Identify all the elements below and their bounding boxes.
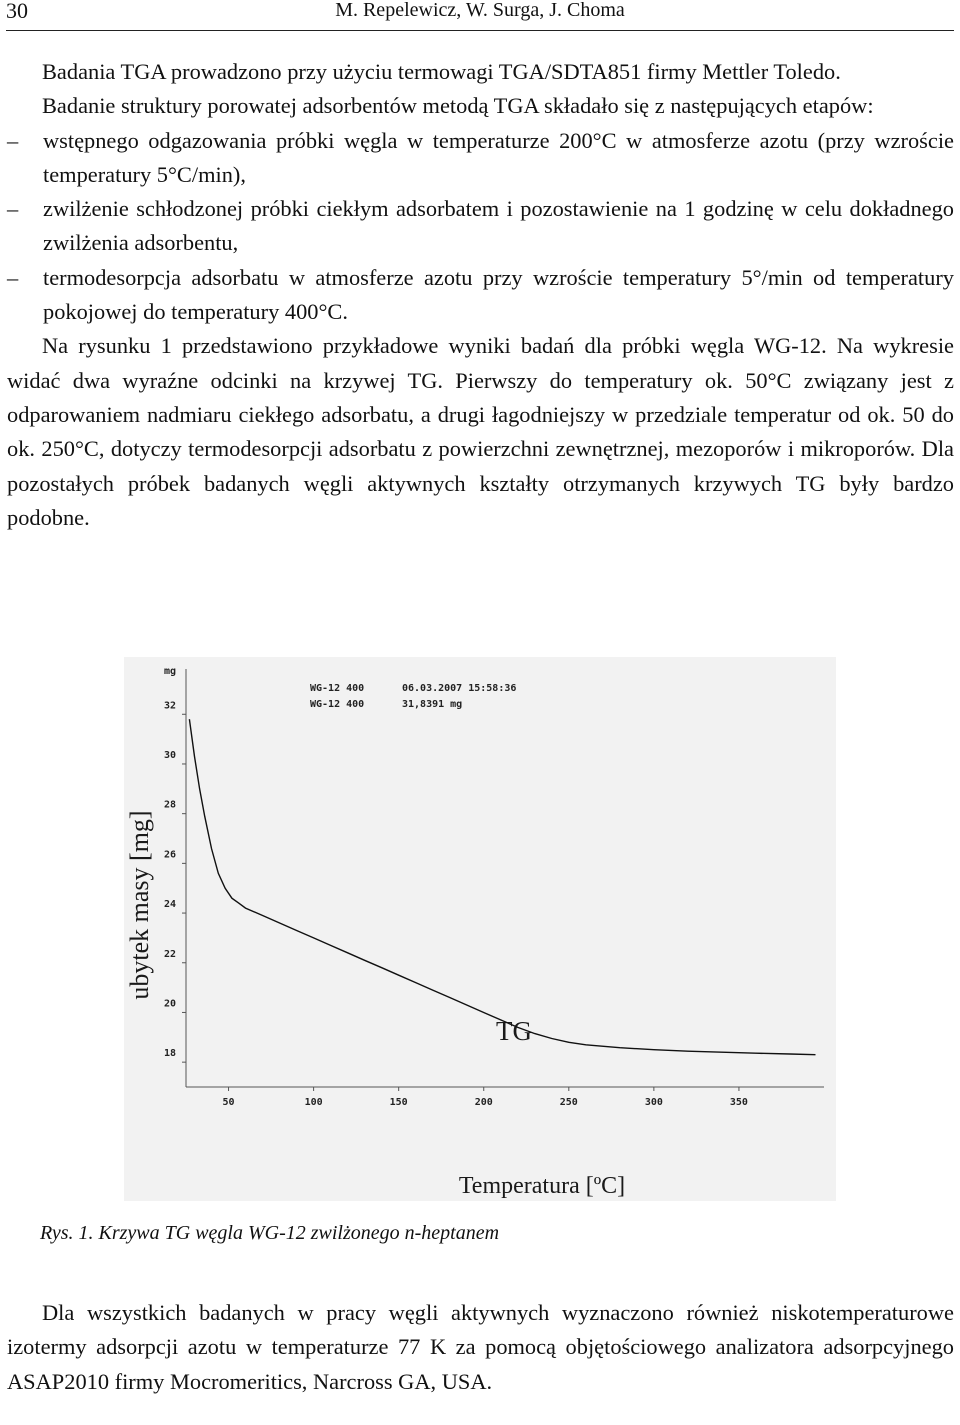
x-tick-label: 200 xyxy=(474,1097,493,1108)
legend-datetime: 06.03.2007 15:58:36 xyxy=(402,683,517,694)
list-dash: – xyxy=(7,264,19,290)
y-tick-label: 24 xyxy=(163,899,176,911)
y-tick-label: 20 xyxy=(163,998,176,1010)
running-head-authors: M. Repelewicz, W. Surga, J. Choma xyxy=(335,0,625,21)
x-tick-label: 250 xyxy=(559,1097,578,1108)
y-tick-label: 18 xyxy=(163,1048,176,1060)
figure-caption: Rys. 1. Krzywa TG węgla WG-12 zwilżonego n-heptanem xyxy=(40,1222,500,1244)
x-tick-label: 100 xyxy=(304,1097,323,1108)
y-unit-label: mg xyxy=(163,666,177,677)
list-dash: – xyxy=(7,196,19,222)
curve-label-tg: TG xyxy=(496,1016,532,1046)
y-axis-label: ubytek masy [mg] xyxy=(125,810,154,1000)
legend-sample-1: WG-12 400 xyxy=(310,683,365,694)
list-dash: – xyxy=(7,127,19,153)
list-item-text: zwilżenie schłodzonej próbki ciekłym adsorbatem i pozostawienie na 1 godzinę w celu dokładnego zwilżenia adsorbentu, xyxy=(43,196,954,256)
x-tick-label: 350 xyxy=(729,1097,748,1108)
y-tick-label: 26 xyxy=(163,849,176,861)
list-item-text: termodesorpcja adsorbatu w atmosferze azotu przy wzroście temperatury 5°/min od temperatury pokojowej do temperatury 400°C. xyxy=(43,264,954,325)
legend-sample-2: WG-12 400 xyxy=(310,699,365,710)
legend-mass: 31,8391 mg xyxy=(402,699,463,710)
body-text-upper xyxy=(7,55,954,535)
list-item xyxy=(7,261,954,330)
list-item xyxy=(7,124,954,193)
paragraph-tga-instrument: Badania TGA prowadzono przy użyciu termowagi TGA/SDTA851 firmy Mettler Toledo. xyxy=(42,59,841,84)
list-item xyxy=(7,192,954,261)
body-text-lower xyxy=(7,1296,954,1399)
page-number: 30 xyxy=(6,0,28,23)
figure-tg-curve xyxy=(124,657,836,1201)
tg-chart xyxy=(124,657,836,1201)
paragraph-nitrogen-isotherms: Dla wszystkich badanych w pracy węgli aktywnych wyznaczono również niskotemperaturowe izotermy adsorpcji azotu w temperaturze 77 K za pomocą objętościowego analizatora adsorpcyjnego ASAP2010 firmy Mocromeritics, Narcross GA, USA. xyxy=(7,1300,954,1394)
paragraph-tga-stages: Badanie struktury porowatej adsorbentów metodą TGA składało się z następujących etapów: xyxy=(42,93,874,119)
y-tick-label: 30 xyxy=(163,749,176,761)
x-tick-label: 150 xyxy=(389,1097,408,1108)
list-item-text: wstępnego odgazowania próbki węgla w temperaturze 200°C w atmosferze azotu (przy wzroście temperatury 5°C/min), xyxy=(43,127,954,187)
page-header xyxy=(6,0,954,31)
tg-curve-line xyxy=(189,719,815,1054)
y-tick-label: 22 xyxy=(163,948,176,960)
paragraph-figure-description: Na rysunku 1 przedstawiono przykładowe wyniki badań dla próbki węgla WG-12. Na wykresie widać dwa wyraźne odcinki na krzywej TG. Pierwszy do temperatury ok. 50°C związany jest z odparowaniem nadmiaru ciekłego adsorbatu, a drugi łagodniejszy w przedziale temperatur od ok. 50 do ok. 250°C, dotyczy termodesorpcji adsorbatu z powierzchni zewnętrznej, mezoporów i mikroporów. Dla pozostałych próbek badanych węgli aktywnych kształty otrzymanych krzywych TG były bardzo podobne. xyxy=(7,333,954,530)
y-tick-label: 28 xyxy=(163,799,176,811)
x-tick-label: 50 xyxy=(222,1097,235,1108)
x-axis-label: Temperatura [ºC] xyxy=(458,1173,626,1199)
y-tick-label: 32 xyxy=(163,700,176,712)
x-tick-label: 300 xyxy=(644,1097,663,1108)
